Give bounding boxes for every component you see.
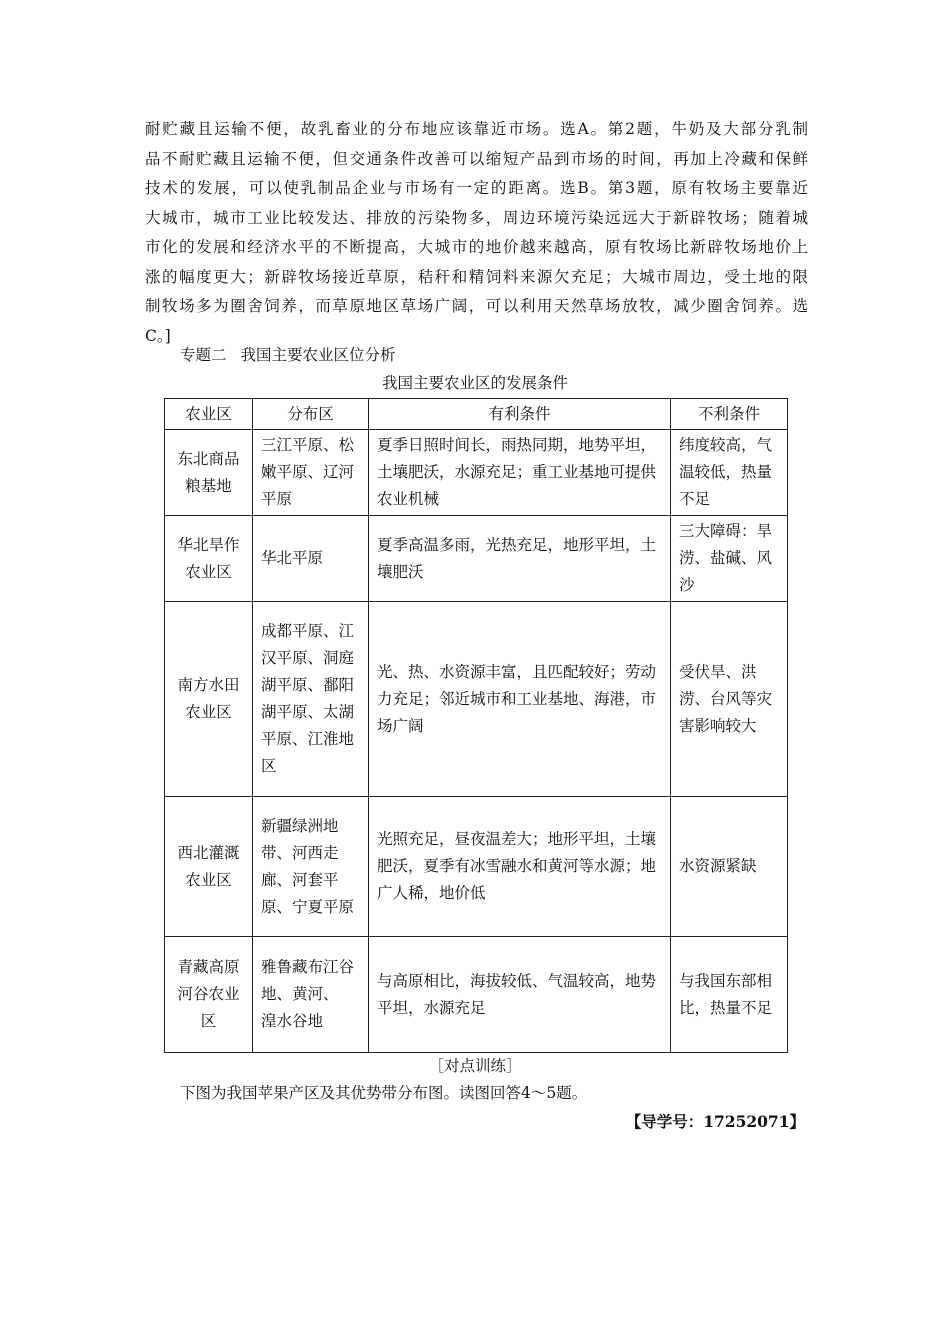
header-unfavorable: 不利条件 [671, 399, 788, 430]
answer-line: 制牧场多为圈舍饲养，而草原地区草场广阔，可以利用天然草场放牧，减少圈舍饲养。选 [145, 297, 808, 315]
answer-line: 大城市，城市工业比较发达、排放的污染物多，周边环境污染远远大于新辟牧场；随着城 [145, 208, 808, 227]
table-row [165, 430, 788, 516]
section-title: 我国主要农业区位分析 [240, 346, 396, 364]
table-row [165, 516, 788, 602]
header-region: 农业区 [165, 399, 253, 430]
cell-unfavorable: 三大障碍：旱涝、盐碱、风沙 [671, 516, 788, 602]
practice-label: ［对点训练］ [428, 1057, 522, 1075]
cell-unfavorable: 受伏旱、洪涝、台风等灾害影响较大 [671, 602, 788, 797]
cell-region: 华北旱作农业区 [165, 516, 253, 602]
table-header-row [165, 399, 788, 430]
agriculture-table [164, 398, 788, 1053]
table-caption: 我国主要农业区的发展条件 [381, 374, 568, 392]
section-heading [180, 343, 396, 367]
cell-region: 青藏高原河谷农业区 [165, 937, 253, 1053]
answer-line: 市化的发展和经济水平的不断提高，大城市的地价越来越高，原有牧场比新辟牧场地价上 [145, 238, 808, 256]
table-row [165, 797, 788, 937]
answer-line: 品不耐贮藏且运输不便，但交通条件改善可以缩短产品到市场的时间，再加上冷藏和保鲜 [145, 149, 808, 168]
header-distribution: 分布区 [253, 399, 369, 430]
cell-region: 东北商品粮基地 [165, 430, 253, 516]
cell-unfavorable: 水资源紧缺 [671, 797, 788, 937]
answer-line: C。] [145, 326, 171, 345]
cell-favorable: 夏季日照时间长，雨热同期，地势平坦，土壤肥沃，水源充足；重工业基地可提供农业机械 [369, 430, 671, 516]
header-favorable: 有利条件 [369, 399, 671, 430]
answer-line: 涨的幅度更大；新辟牧场接近草原，秸秆和精饲料来源欠充足；大城市周边，受土地的限 [145, 267, 808, 286]
cell-unfavorable: 与我国东部相比，热量不足 [671, 937, 788, 1053]
answer-line: 耐贮藏且运输不便，故乳畜业的分布地应该靠近市场。选A。第2题，牛奶及大部分乳制 [145, 120, 808, 138]
cell-distribution: 新疆绿洲地带、河西走廊、河套平原、宁夏平原 [253, 797, 369, 937]
answer-line: 技术的发展，可以使乳制品企业与市场有一定的距离。选B。第3题，原有牧场主要靠近 [145, 179, 808, 197]
cell-favorable: 与高原相比，海拔较低、气温较高，地势平坦，水源充足 [369, 937, 671, 1053]
cell-region: 南方水田农业区 [165, 602, 253, 797]
cell-distribution: 三江平原、松嫩平原、辽河平原 [253, 430, 369, 516]
cell-favorable: 光照充足，昼夜温差大；地形平坦，土壤肥沃，夏季有冰雪融水和黄河等水源；地广人稀，地价低 [369, 797, 671, 937]
cell-distribution: 雅鲁藏布江谷地、黄河、 湟水谷地 [253, 937, 369, 1053]
guide-number: 【导学号：17252071】 [625, 1112, 805, 1131]
question-intro: 下图为我国苹果产区及其优势带分布图。读图回答4～5题。 [180, 1084, 588, 1102]
cell-distribution: 华北平原 [253, 516, 369, 602]
cell-unfavorable: 纬度较高，气温较低，热量不足 [671, 430, 788, 516]
cell-favorable: 光、热、水资源丰富，且匹配较好；劳动力充足；邻近城市和工业基地、海港，市场广阔 [369, 602, 671, 797]
cell-distribution: 成都平原、江汉平原、洞庭湖平原、鄱阳湖平原、太湖平原、江淮地区 [253, 602, 369, 797]
answer-explanation [145, 115, 808, 351]
cell-region: 西北灌溉农业区 [165, 797, 253, 937]
section-label: 专题二 [180, 346, 227, 364]
table-row [165, 937, 788, 1053]
table-row [165, 602, 788, 797]
cell-favorable: 夏季高温多雨，光热充足，地形平坦，土壤肥沃 [369, 516, 671, 602]
